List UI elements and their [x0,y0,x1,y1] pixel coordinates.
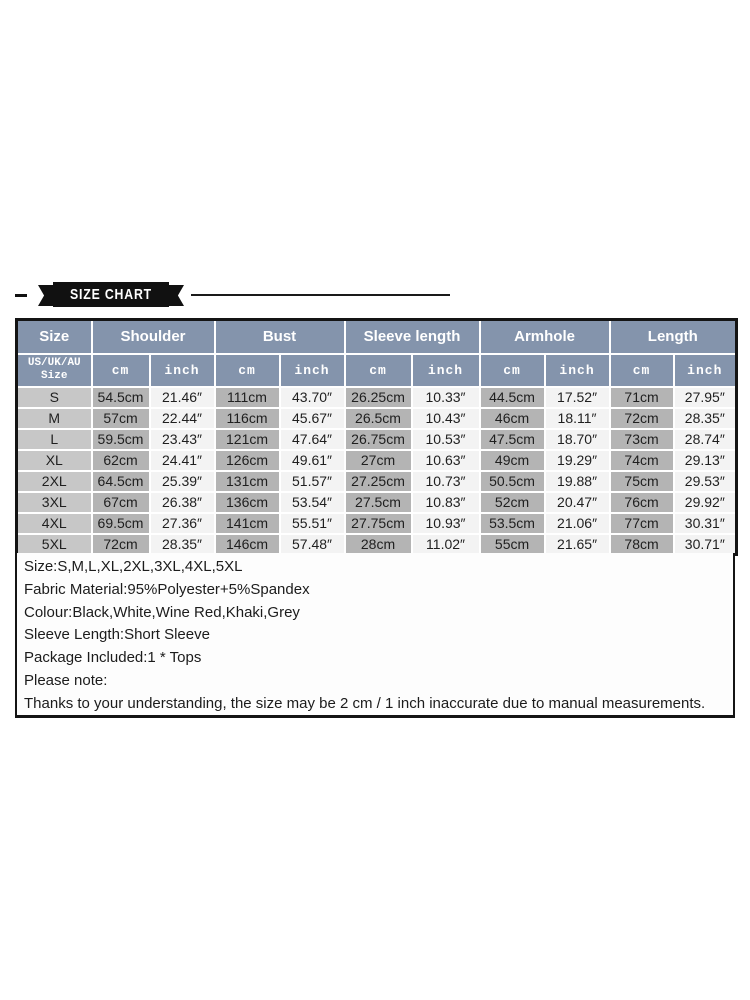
inch-value-cell: 24.41″ [150,450,215,471]
cm-value-cell: 47.5cm [480,429,545,450]
column-header-length: Length [610,320,737,354]
table-row [17,471,737,492]
cm-value-cell: 131cm [215,471,280,492]
unit-header-inch: inch [150,354,215,387]
cm-value-cell: 126cm [215,450,280,471]
unit-header-inch: inch [412,354,480,387]
inch-value-cell: 53.54″ [280,492,345,513]
inch-value-cell: 22.44″ [150,408,215,429]
cm-value-cell: 136cm [215,492,280,513]
ribbon-right-fold-icon [168,285,184,306]
size-cell: L [17,429,92,450]
cm-value-cell: 27cm [345,450,412,471]
column-header-shoulder: Shoulder [92,320,215,354]
note-line: Package Included:1 * Tops [24,649,202,667]
column-header-armhole: Armhole [480,320,610,354]
cm-value-cell: 26.25cm [345,387,412,408]
inch-value-cell: 25.39″ [150,471,215,492]
cm-value-cell: 50.5cm [480,471,545,492]
unit-header-cm: cm [215,354,280,387]
cm-value-cell: 54.5cm [92,387,150,408]
inch-value-cell: 49.61″ [280,450,345,471]
size-cell: 2XL [17,471,92,492]
inch-value-cell: 27.95″ [674,387,737,408]
cm-value-cell: 49cm [480,450,545,471]
inch-value-cell: 26.38″ [150,492,215,513]
cm-value-cell: 57cm [92,408,150,429]
product-notes [15,553,735,718]
size-cell: XL [17,450,92,471]
inch-value-cell: 29.92″ [674,492,737,513]
cm-value-cell: 53.5cm [480,513,545,534]
cm-value-cell: 141cm [215,513,280,534]
unit-header-cm: cm [92,354,150,387]
inch-value-cell: 55.51″ [280,513,345,534]
cm-value-cell: 74cm [610,450,674,471]
inch-value-cell: 10.33″ [412,387,480,408]
inch-value-cell: 57.48″ [280,534,345,555]
cm-value-cell: 72cm [92,534,150,555]
size-cell: 5XL [17,534,92,555]
unit-header-inch: inch [545,354,610,387]
cm-value-cell: 71cm [610,387,674,408]
cm-value-cell: 75cm [610,471,674,492]
size-chart-table [15,318,738,556]
cm-value-cell: 59.5cm [92,429,150,450]
column-header-sleeve-length: Sleeve length [345,320,480,354]
note-line: Fabric Material:95%Polyester+5%Spandex [24,580,310,598]
inch-value-cell: 10.73″ [412,471,480,492]
unit-header-inch: inch [674,354,737,387]
note-line: Thanks to your understanding, the size may be 2 cm / 1 inch inaccurate due to manual measurements. [24,694,706,712]
inch-value-cell: 18.11″ [545,408,610,429]
inch-value-cell: 10.93″ [412,513,480,534]
inch-value-cell: 20.47″ [545,492,610,513]
inch-value-cell: 30.71″ [674,534,737,555]
note-line: Sleeve Length:Short Sleeve [24,626,210,644]
inch-value-cell: 29.13″ [674,450,737,471]
inch-value-cell: 43.70″ [280,387,345,408]
table-row [17,450,737,471]
unit-header-cm: cm [610,354,674,387]
note-line: Colour:Black,White,Wine Red,Khaki,Grey [24,603,300,621]
cm-value-cell: 77cm [610,513,674,534]
cm-value-cell: 62cm [92,450,150,471]
inch-value-cell: 17.52″ [545,387,610,408]
subheader-size-text: Size [41,370,68,382]
inch-value-cell: 30.31″ [674,513,737,534]
banner-rule-line [191,294,450,296]
size-cell: S [17,387,92,408]
size-cell: 4XL [17,513,92,534]
cm-value-cell: 111cm [215,387,280,408]
size-cell: M [17,408,92,429]
table-row [17,429,737,450]
cm-value-cell: 116cm [215,408,280,429]
inch-value-cell: 18.70″ [545,429,610,450]
table-row [17,534,737,555]
inch-value-cell: 10.83″ [412,492,480,513]
cm-value-cell: 28cm [345,534,412,555]
cm-value-cell: 78cm [610,534,674,555]
size-chart-banner [0,281,750,311]
column-header-bust: Bust [215,320,345,354]
inch-value-cell: 19.29″ [545,450,610,471]
inch-value-cell: 19.88″ [545,471,610,492]
cm-value-cell: 27.25cm [345,471,412,492]
cm-value-cell: 73cm [610,429,674,450]
cm-value-cell: 26.5cm [345,408,412,429]
table-unit-header-row [17,354,737,387]
cm-value-cell: 146cm [215,534,280,555]
inch-value-cell: 21.65″ [545,534,610,555]
table-row [17,513,737,534]
inch-value-cell: 23.43″ [150,429,215,450]
inch-value-cell: 21.46″ [150,387,215,408]
inch-value-cell: 11.02″ [412,534,480,555]
cm-value-cell: 64.5cm [92,471,150,492]
cm-value-cell: 44.5cm [480,387,545,408]
cm-value-cell: 76cm [610,492,674,513]
cm-value-cell: 52cm [480,492,545,513]
inch-value-cell: 10.63″ [412,450,480,471]
note-line: Please note: [24,671,108,689]
cm-value-cell: 26.75cm [345,429,412,450]
inch-value-cell: 28.35″ [674,408,737,429]
size-table-body [17,387,737,555]
inch-value-cell: 21.06″ [545,513,610,534]
unit-header-cm: cm [345,354,412,387]
dash-decoration [15,294,27,297]
cm-value-cell: 46cm [480,408,545,429]
cm-value-cell: 55cm [480,534,545,555]
note-line: Size:S,M,L,XL,2XL,3XL,4XL,5XL [24,558,243,575]
table-row [17,408,737,429]
unit-header-inch: inch [280,354,345,387]
inch-value-cell: 28.74″ [674,429,737,450]
cm-value-cell: 69.5cm [92,513,150,534]
inch-value-cell: 10.43″ [412,408,480,429]
subheader-region-text: US/UK/AU [27,357,81,369]
unit-header-cm: cm [480,354,545,387]
ribbon-left-fold-icon [38,285,54,306]
inch-value-cell: 10.53″ [412,429,480,450]
banner-title: SIZE CHART [70,286,152,303]
table-row [17,387,737,408]
inch-value-cell: 27.36″ [150,513,215,534]
table-row [17,492,737,513]
inch-value-cell: 45.67″ [280,408,345,429]
cm-value-cell: 27.5cm [345,492,412,513]
cm-value-cell: 72cm [610,408,674,429]
inch-value-cell: 51.57″ [280,471,345,492]
table-group-header-row [17,320,737,354]
cm-value-cell: 121cm [215,429,280,450]
cm-value-cell: 27.75cm [345,513,412,534]
column-header-size: Size [17,320,92,354]
cm-value-cell: 67cm [92,492,150,513]
banner-title-ribbon [53,282,169,307]
size-cell: 3XL [17,492,92,513]
inch-value-cell: 29.53″ [674,471,737,492]
inch-value-cell: 28.35″ [150,534,215,555]
subheader-us-uk-au-size [17,354,92,387]
inch-value-cell: 47.64″ [280,429,345,450]
